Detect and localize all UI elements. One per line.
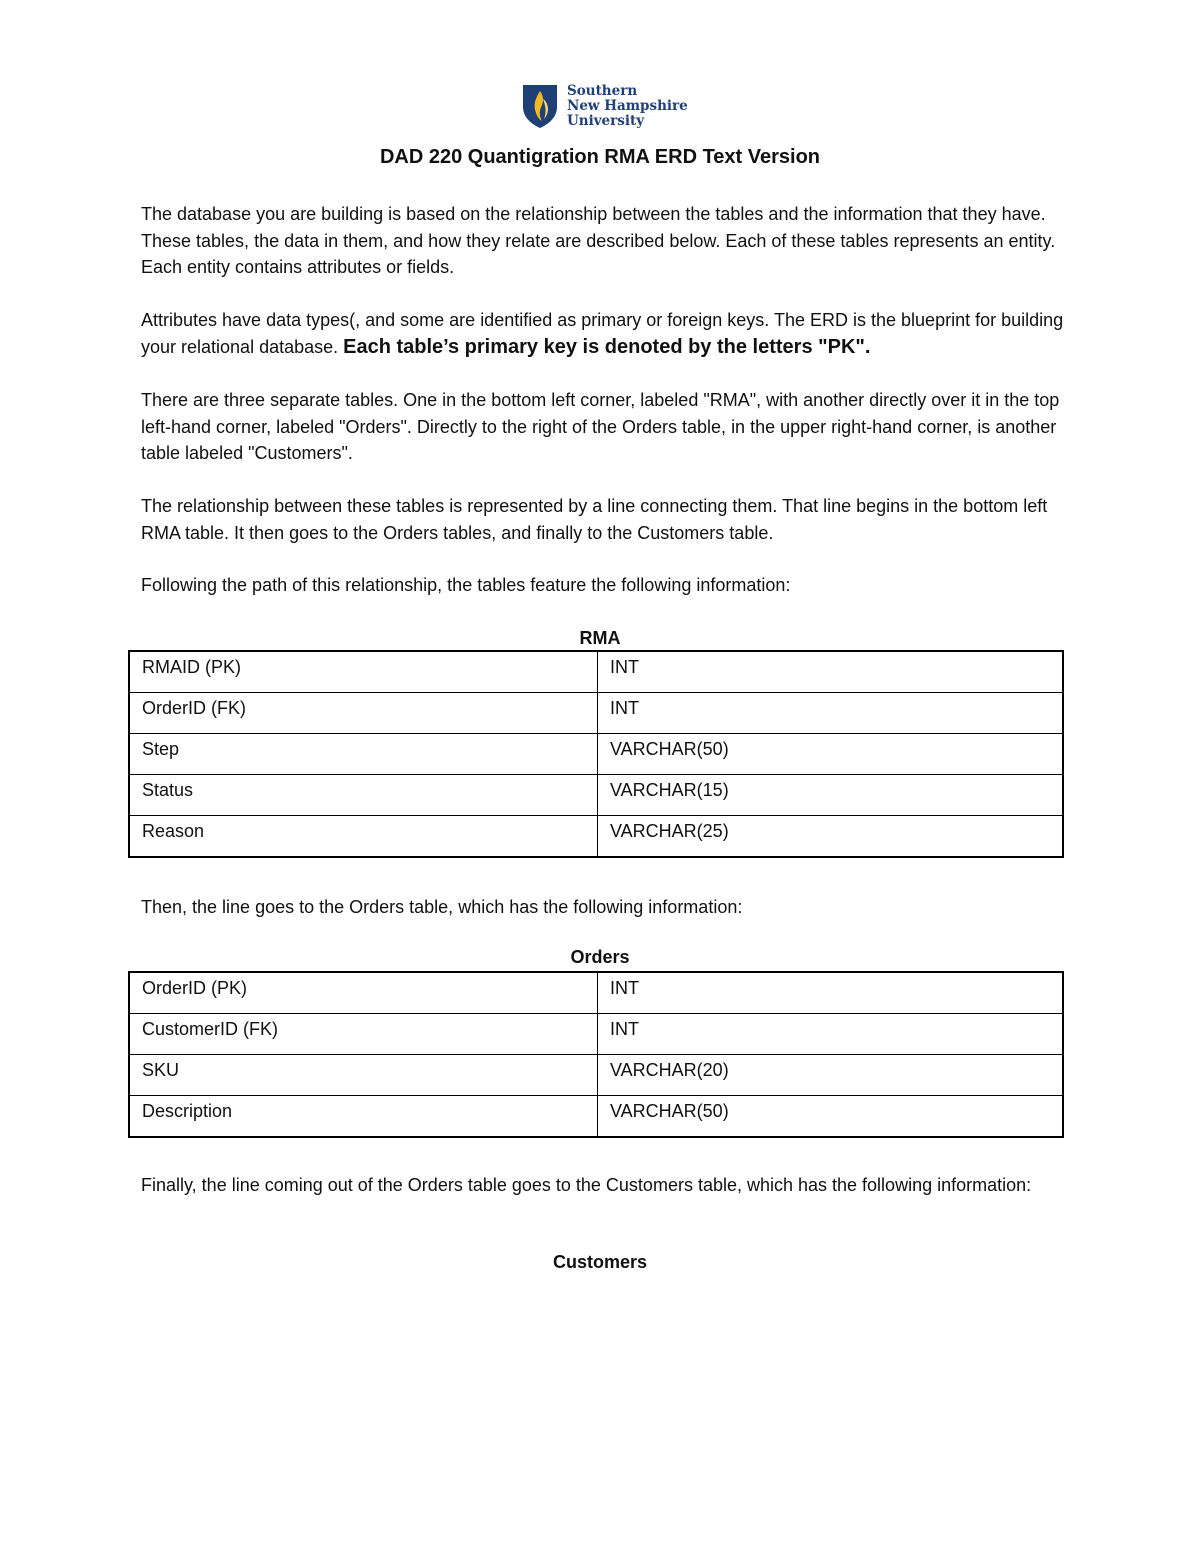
customers-table-caption: Customers xyxy=(552,1252,648,1272)
field-name: CustomerID (FK) xyxy=(129,1014,598,1055)
intro-paragraph: The database you are building is based on the relationship between the tables and the information that they have. These tables, the data in them, and how they relate are described below. Each of these tables represents an entity. Each entity contains attributes or fields. xyxy=(141,204,1056,277)
field-name: Step xyxy=(129,734,598,775)
shield-flame-icon xyxy=(521,83,559,129)
orders-intro-paragraph: Then, the line goes to the Orders table, which has the following information: xyxy=(141,897,743,917)
field-name: Status xyxy=(129,775,598,816)
tables-layout-paragraph: There are three separate tables. One in the bottom left corner, labeled "RMA", with another directly over it in the top left-hand corner, labeled "Orders". Directly to the right of the Orders table, in the upper right-hand corner, is another table labeled "Customers". xyxy=(141,390,1060,463)
logo-line-2: New Hampshire xyxy=(567,97,688,114)
pk-note: Each table’s primary key is denoted by the letters "PK". xyxy=(343,335,871,358)
university-logo xyxy=(521,83,688,129)
table-row xyxy=(129,1014,1063,1055)
field-name: SKU xyxy=(129,1055,598,1096)
table-row xyxy=(129,972,1063,1014)
field-type: VARCHAR(50) xyxy=(598,1096,1064,1138)
orders-table-caption: Orders xyxy=(570,947,630,967)
field-name: OrderID (FK) xyxy=(129,693,598,734)
field-type: INT xyxy=(598,972,1064,1014)
attributes-paragraph xyxy=(141,307,1071,360)
field-type: VARCHAR(20) xyxy=(598,1055,1064,1096)
logo-line-1: Southern xyxy=(567,82,638,99)
field-type: INT xyxy=(598,693,1064,734)
field-type: VARCHAR(50) xyxy=(598,734,1064,775)
rma-table-caption: RMA xyxy=(579,628,621,648)
attributes-text: Attributes have data types(, and some are identified as primary or foreign keys. The ERD is the blueprint for building your relational database. xyxy=(141,310,1064,357)
table-row xyxy=(129,816,1063,858)
rma-table xyxy=(128,650,1064,858)
university-name xyxy=(567,84,688,129)
path-paragraph: Following the path of this relationship, the tables feature the following information: xyxy=(141,575,791,595)
field-name: OrderID (PK) xyxy=(129,972,598,1014)
table-row xyxy=(129,734,1063,775)
table-row xyxy=(129,693,1063,734)
orders-table xyxy=(128,971,1064,1138)
table-row xyxy=(129,1096,1063,1138)
field-type: VARCHAR(15) xyxy=(598,775,1064,816)
logo-line-3: University xyxy=(567,112,645,129)
field-type: VARCHAR(25) xyxy=(598,816,1064,858)
field-type: INT xyxy=(598,651,1064,693)
table-row xyxy=(129,651,1063,693)
field-name: RMAID (PK) xyxy=(129,651,598,693)
field-name: Reason xyxy=(129,816,598,858)
table-row xyxy=(129,775,1063,816)
relationship-paragraph: The relationship between these tables is represented by a line connecting them. That line begins in the bottom left RMA table. It then goes to the Orders tables, and finally to the Customers table. xyxy=(141,496,1048,543)
document-title: DAD 220 Quantigration RMA ERD Text Version xyxy=(379,146,821,168)
field-type: INT xyxy=(598,1014,1064,1055)
table-row xyxy=(129,1055,1063,1096)
customers-intro-paragraph: Finally, the line coming out of the Orders table goes to the Customers table, which has the following information: xyxy=(141,1175,1032,1195)
field-name: Description xyxy=(129,1096,598,1138)
